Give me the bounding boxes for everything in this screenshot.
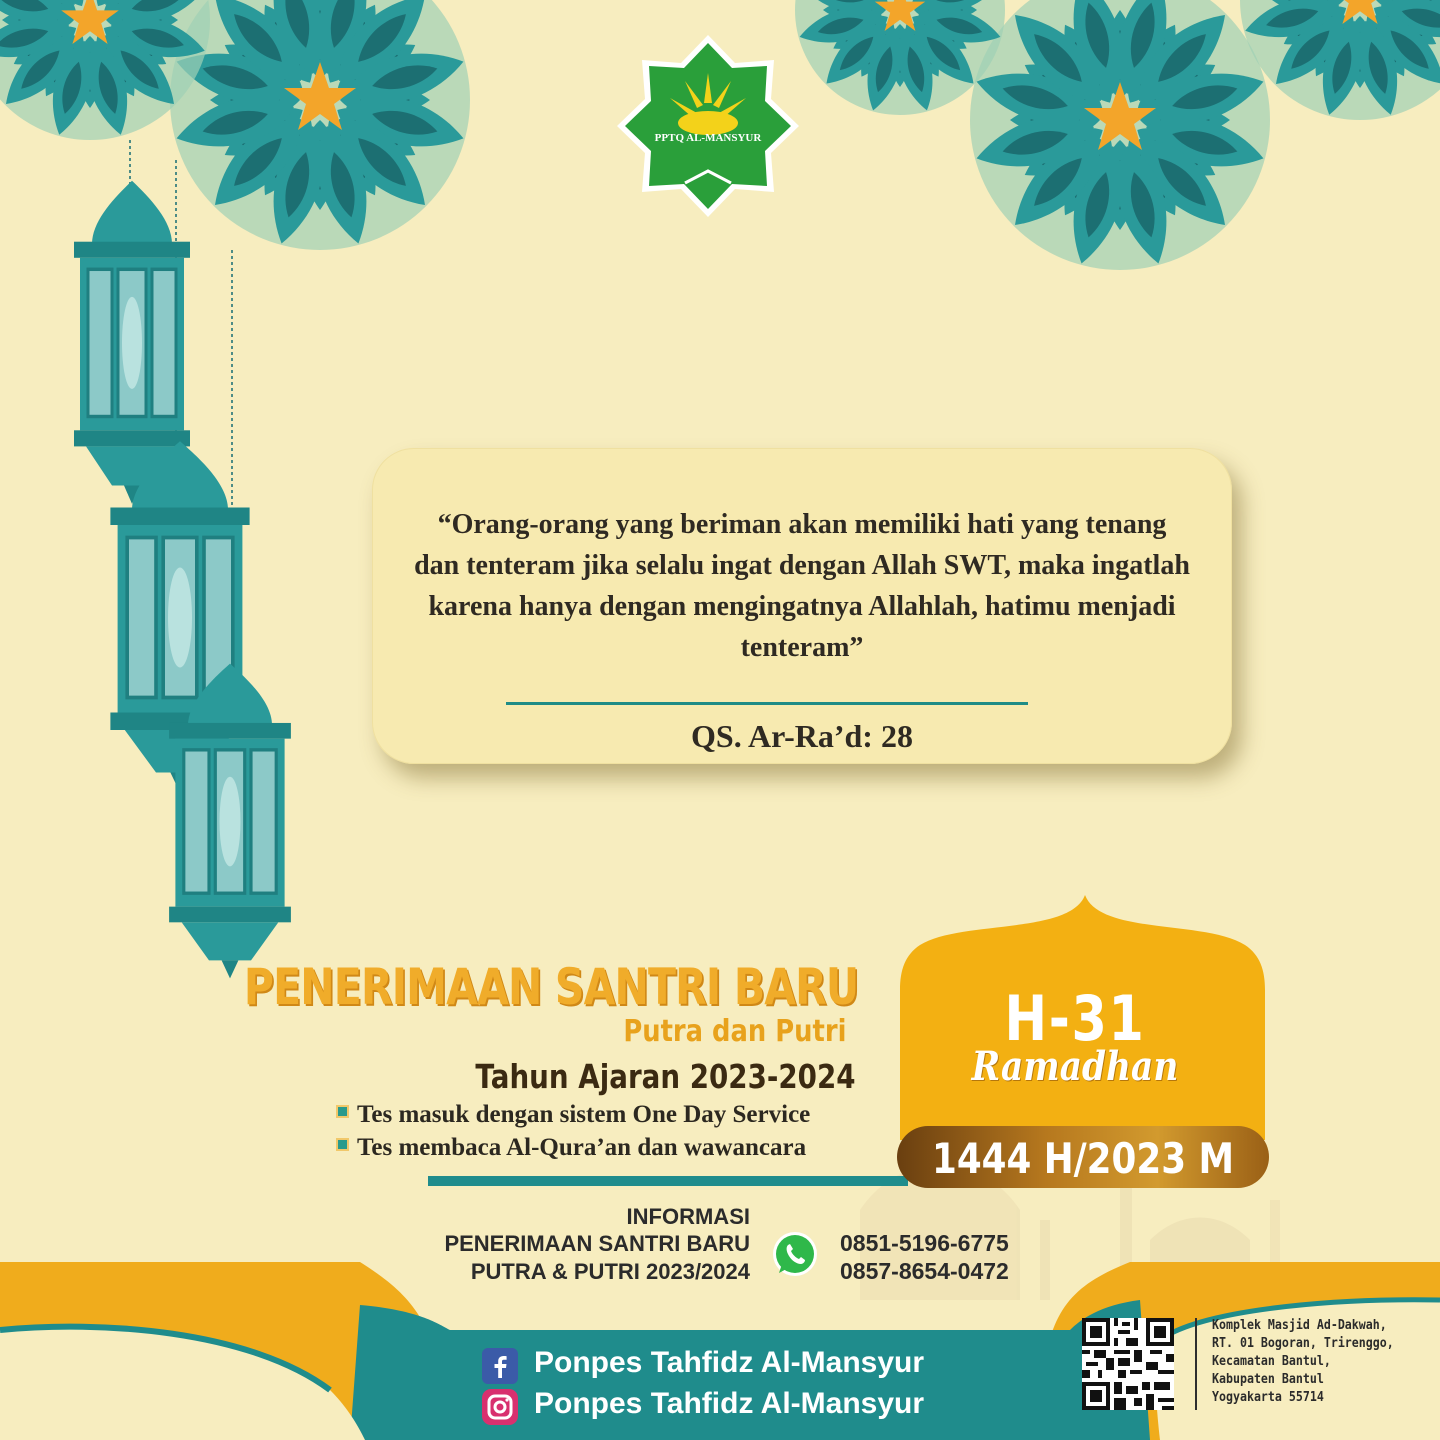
address-block <box>1212 1316 1394 1406</box>
logo-name: PPTQ AL-MANSYUR <box>654 132 762 144</box>
address-divider <box>1195 1318 1197 1410</box>
phone-number[interactable]: 0857-8654-0472 <box>840 1258 1009 1284</box>
phone-number[interactable]: 0851-5196-6775 <box>840 1230 1009 1256</box>
countdown-month: Ramadhan <box>971 1043 1179 1090</box>
pptq-logo <box>615 33 801 219</box>
year-text: 1444 H/2023 M <box>931 1134 1235 1183</box>
admission-year: Tahun Ajaran 2023-2024 <box>475 1057 856 1096</box>
address-line: RT. 01 Bogoran, Trirenggo, <box>1212 1335 1394 1351</box>
qr-code[interactable] <box>1082 1318 1174 1410</box>
year-pill <box>897 1126 1269 1188</box>
address-line: Yogyakarta 55714 <box>1212 1389 1324 1405</box>
quote-card <box>372 448 1232 764</box>
info-line: PUTRA & PUTRI 2023/2024 <box>470 1259 750 1284</box>
countdown-day: H-31 <box>1004 982 1146 1055</box>
bullet-item <box>336 1134 806 1162</box>
bullet-marker <box>336 1105 349 1118</box>
quote-source: QS. Ar-Ra’d: 28 <box>691 718 913 754</box>
whatsapp-icon[interactable] <box>770 1229 820 1279</box>
facebook-label: Ponpes Tahfidz Al-Mansyur <box>534 1346 925 1379</box>
bullet-item <box>336 1101 810 1129</box>
bullet-marker <box>336 1138 349 1151</box>
info-line: PENERIMAAN SANTRI BARU <box>444 1231 750 1256</box>
admission-title: PENERIMAAN SANTRI BARU <box>243 958 858 1016</box>
instagram-label: Ponpes Tahfidz Al-Mansyur <box>534 1387 925 1420</box>
instagram-icon <box>482 1389 518 1425</box>
address-line: Komplek Masjid Ad-Dakwah, <box>1212 1317 1387 1333</box>
address-line: Kecamatan Bantul, <box>1212 1353 1331 1369</box>
facebook-icon <box>482 1348 518 1384</box>
bullet-text: Tes masuk dengan sistem One Day Service <box>357 1101 811 1128</box>
bullet-text: Tes membaca Al-Qura’an dan wawancara <box>357 1134 807 1161</box>
admission-subtitle: Putra dan Putri <box>622 1014 846 1049</box>
quote-text: “Orang-orang yang beriman akan memiliki hati yang tenang dan tenteram jika selalu ingat dengan Allah SWT, maka ingatlah karena hanya dengan mengingatnya Allahlah, hatimu menjadi tenteram” <box>414 509 1190 663</box>
quote-divider <box>506 702 1028 705</box>
info-heading: INFORMASI <box>626 1204 750 1229</box>
address-line: Kabupaten Bantul <box>1212 1371 1324 1387</box>
